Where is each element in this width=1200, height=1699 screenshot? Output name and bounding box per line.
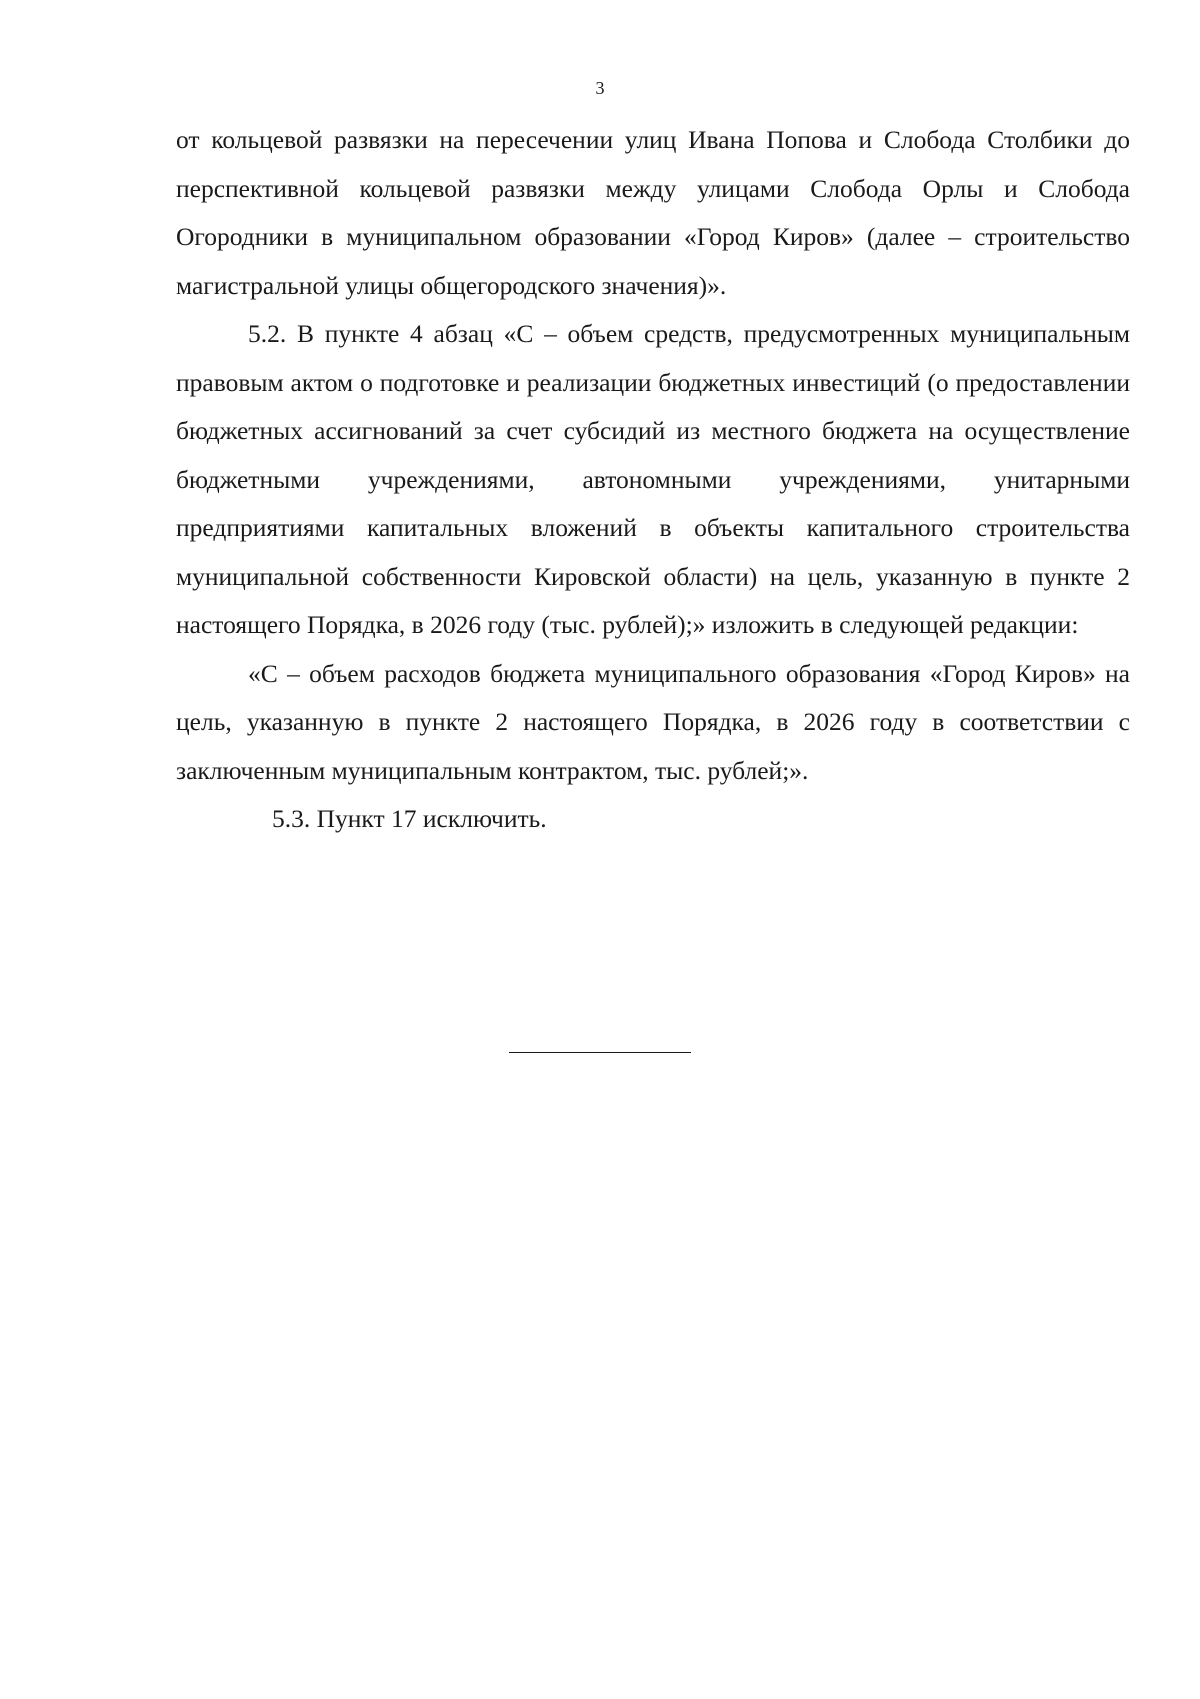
paragraph-item-5-3: 5.3. Пункт 17 исключить. bbox=[272, 804, 547, 833]
paragraph-continuation: от кольцевой развязки на пересечении улиц Ивана Попова и Слобода Столбики до перспективной кольцевой развязки между улицами Слобода Орлы и Слобода Огородники в муниципальном образовании «Город Киров» (далее – строительство магистральной улицы общегородского значения)». bbox=[176, 125, 1130, 300]
paragraph-item-5-2: 5.2. В пункте 4 абзац «С – объем средств, предусмотренных муниципальным правовым актом о подготовке и реализации бюджетных инвестиций (о предоставлении бюджетных ассигнований за счет субсидий из местного бюджета на осуществление бюджетными учреждениями, автономными учреждениями, унитарными предприятиями капитальных вложений в объекты капитального строительства муниципальной собственности Кировской области) на цель, указанную в пункте 2 настоящего Порядка, в 2026 году (тыс. рублей);» изложить в следующей редакции: bbox=[176, 319, 1130, 639]
end-separator-line bbox=[509, 1052, 691, 1053]
paragraph-quoted-definition: «С – объем расходов бюджета муниципального образования «Город Киров» на цель, указанную в пункте 2 настоящего Порядка, в 2026 году в соответствии с заключенным муниципальным контрактом, тыс. рублей;». bbox=[176, 658, 1130, 785]
page-number: 3 bbox=[595, 78, 605, 98]
document-body bbox=[176, 116, 1130, 844]
